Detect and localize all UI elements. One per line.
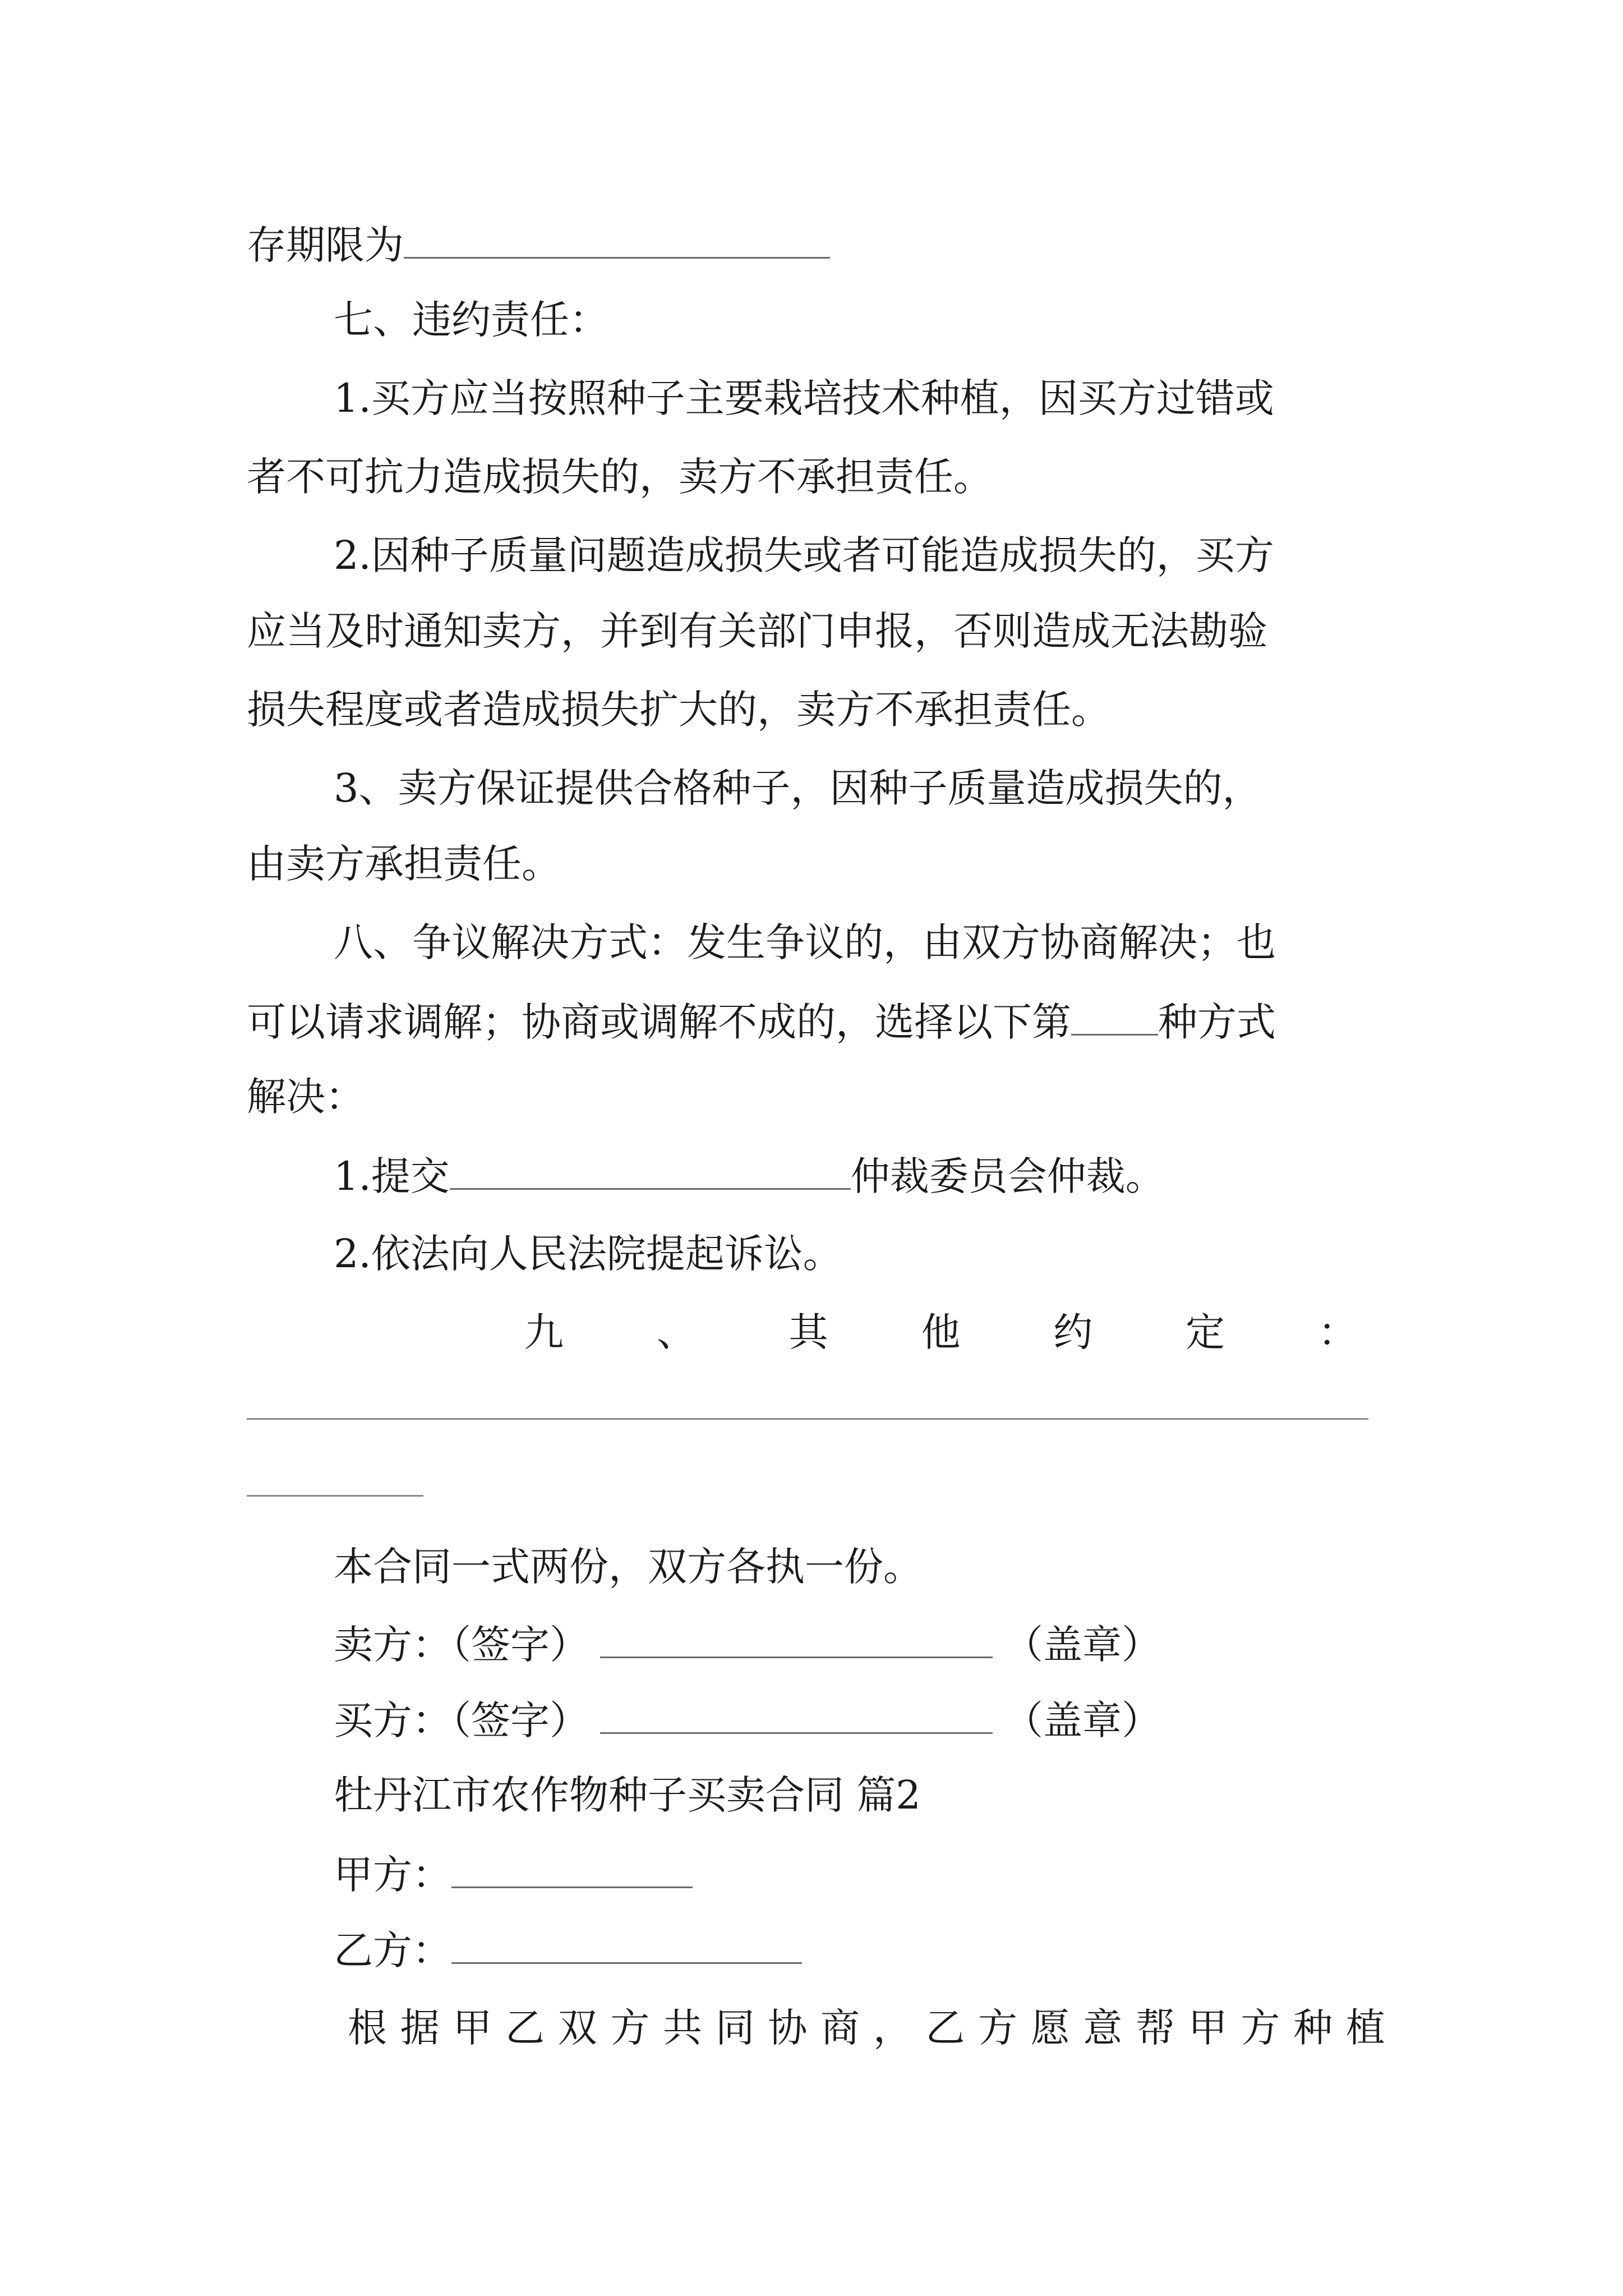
party-a-line	[334, 1843, 693, 1904]
intro-char: 方	[1241, 2005, 1280, 2051]
s9-char: 九	[524, 1309, 564, 1355]
intro-char: 植	[1345, 2005, 1385, 2051]
section-8-line-1: 八、争议解决方式：发生争议的，由双方协商解决；也	[334, 919, 1276, 965]
clause-7-1-line-2: 者不可抗力造成损失的，卖方不承担责任。	[247, 454, 993, 500]
clause-7-3-line-1: 3、卖方保证提供合格种子，因种子质量造成损失的，	[334, 765, 1262, 811]
arbitration-commission-blank	[450, 1144, 851, 1190]
intro-char: 愿	[1030, 2005, 1070, 2051]
s9-char: 约	[1053, 1309, 1093, 1355]
intro-char: 根	[348, 2005, 387, 2051]
intro-char: 意	[1083, 2005, 1123, 2051]
intro-char: 同	[715, 2005, 755, 2051]
s9-char: 定	[1186, 1309, 1225, 1355]
contract-2-intro	[348, 1997, 1385, 2059]
buyer-signature-blank	[600, 1688, 993, 1734]
s9-char: ：	[1317, 1309, 1357, 1355]
other-terms-blank-line-2	[247, 1495, 423, 1497]
clause-7-2-line-2: 应当及时通知卖方，并到有关部门申报，否则造成无法勘验	[247, 608, 1267, 654]
intro-char: 甲	[453, 2005, 492, 2051]
storage-period-blank	[404, 213, 830, 259]
intro-char: 乙	[505, 2005, 545, 2051]
storage-period-line	[247, 213, 830, 275]
arbitration-line	[334, 1144, 1165, 1206]
intro-char: 共	[663, 2005, 703, 2051]
party-b-label: 乙方：	[334, 1927, 451, 1973]
seller-signature-line	[334, 1613, 1161, 1674]
s9-char: 其	[789, 1309, 828, 1355]
buyer-signature-line	[334, 1688, 1161, 1750]
clause-7-2-line-1: 2.因种子质量问题造成损失或者可能造成损失的，买方	[334, 532, 1274, 578]
seller-signature-blank	[600, 1613, 993, 1658]
buyer-seal-label: （盖章）	[1004, 1697, 1161, 1743]
arbitration-suffix: 仲裁委员会仲裁。	[850, 1153, 1165, 1199]
section-9-heading	[524, 1301, 1357, 1363]
intro-char: 种	[1293, 2005, 1333, 2051]
s9-char: 、	[656, 1309, 696, 1355]
intro-char: 方	[610, 2005, 650, 2051]
s9-char: 他	[921, 1309, 961, 1355]
seller-seal-label: （盖章）	[1004, 1622, 1161, 1668]
clause-7-1-line-1: 1.买方应当按照种子主要栽培技术种植，因买方过错或	[334, 375, 1274, 421]
copies-clause: 本合同一式两份，双方各执一份。	[334, 1544, 923, 1590]
intro-char: 据	[400, 2005, 440, 2051]
intro-char: 双	[557, 2005, 597, 2051]
litigation-line: 2.依法向人民法院提起诉讼。	[334, 1231, 842, 1277]
section-8-choice-suffix: 种方式	[1158, 999, 1276, 1045]
intro-char: 协	[768, 2005, 808, 2051]
clause-7-3-line-2: 由卖方承担责任。	[247, 841, 561, 887]
contract-2-title: 牡丹江市农作物种子买卖合同 篇2	[334, 1772, 921, 1818]
intro-char: 乙	[925, 2005, 965, 2051]
clause-7-2-line-3: 损失程度或者造成损失扩大的，卖方不承担责任。	[247, 687, 1110, 733]
intro-char: 帮	[1136, 2005, 1175, 2051]
buyer-sign-label: 买方：（签字）	[334, 1697, 589, 1743]
arbitration-prefix: 1.提交	[334, 1153, 450, 1199]
section-8-line-2	[247, 990, 1276, 1052]
dispute-choice-blank	[1071, 990, 1158, 1036]
intro-char: ，	[873, 2005, 912, 2051]
other-terms-blank-line-1	[247, 1418, 1368, 1420]
party-b-line	[334, 1918, 802, 1980]
section-7-heading: 七、违约责任：	[334, 297, 608, 343]
section-8-line-3: 解决：	[247, 1074, 365, 1120]
party-b-blank	[451, 1918, 802, 1964]
section-8-choice-label: 可以请求调解；协商或调解不成的，选择以下第	[247, 999, 1071, 1045]
intro-char: 商	[820, 2005, 860, 2051]
storage-period-label: 存期限为	[247, 222, 404, 268]
party-a-label: 甲方：	[334, 1852, 451, 1898]
intro-char: 方	[978, 2005, 1018, 2051]
intro-char: 甲	[1188, 2005, 1228, 2051]
seller-sign-label: 卖方：（签字）	[334, 1622, 589, 1668]
party-a-blank	[451, 1843, 693, 1888]
